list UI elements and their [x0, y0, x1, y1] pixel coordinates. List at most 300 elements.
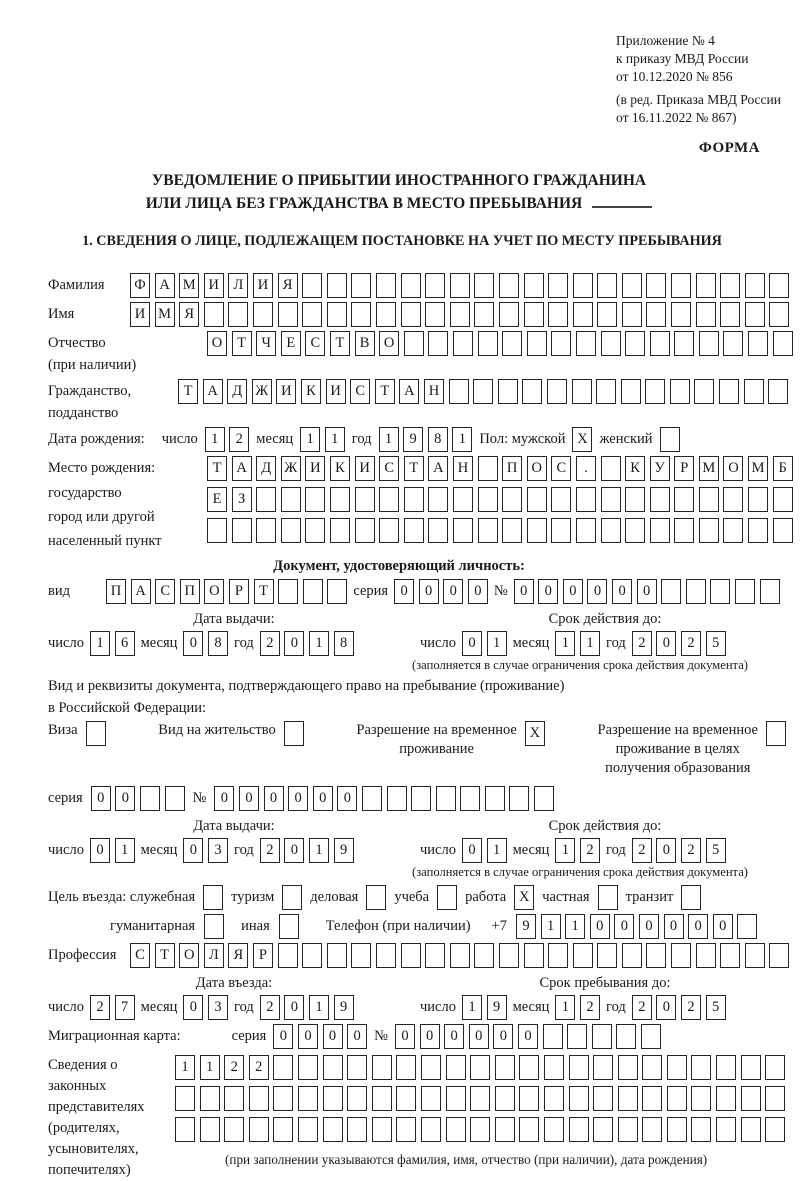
- char-cell[interactable]: Ф: [130, 273, 150, 298]
- char-cell[interactable]: [298, 1055, 318, 1080]
- char-cell[interactable]: [330, 518, 350, 543]
- char-cell[interactable]: [601, 487, 621, 512]
- char-cell[interactable]: 0: [518, 1024, 538, 1049]
- char-cell[interactable]: [302, 943, 322, 968]
- char-cell[interactable]: 1: [175, 1055, 195, 1080]
- char-cell[interactable]: 0: [90, 838, 110, 863]
- char-cell[interactable]: [249, 1117, 269, 1142]
- char-cell[interactable]: [249, 1086, 269, 1111]
- char-cell[interactable]: 1: [452, 427, 472, 452]
- char-cell[interactable]: [748, 331, 768, 356]
- char-cell[interactable]: 1: [487, 838, 507, 863]
- char-cell[interactable]: [366, 885, 386, 910]
- char-cell[interactable]: 2: [260, 631, 280, 656]
- char-cell[interactable]: [437, 885, 457, 910]
- char-cell[interactable]: О: [527, 456, 547, 481]
- char-cell[interactable]: [509, 786, 529, 811]
- char-cell[interactable]: [671, 273, 691, 298]
- char-cell[interactable]: [745, 273, 765, 298]
- char-cell[interactable]: [453, 331, 473, 356]
- char-cell[interactable]: 2: [249, 1055, 269, 1080]
- char-cell[interactable]: [436, 786, 456, 811]
- char-cell[interactable]: [760, 579, 780, 604]
- char-cell[interactable]: [425, 302, 445, 327]
- char-cell[interactable]: [667, 1055, 687, 1080]
- char-cell[interactable]: [421, 1086, 441, 1111]
- char-cell[interactable]: [519, 1117, 539, 1142]
- char-cell[interactable]: [723, 518, 743, 543]
- char-cell[interactable]: [327, 943, 347, 968]
- char-cell[interactable]: А: [203, 379, 223, 404]
- char-cell[interactable]: 0: [395, 1024, 415, 1049]
- char-cell[interactable]: [279, 914, 299, 939]
- char-cell[interactable]: 1: [205, 427, 225, 452]
- char-cell[interactable]: [548, 302, 568, 327]
- char-cell[interactable]: [253, 302, 273, 327]
- char-cell[interactable]: [379, 518, 399, 543]
- char-cell[interactable]: [719, 379, 739, 404]
- char-cell[interactable]: [671, 302, 691, 327]
- char-cell[interactable]: Я: [179, 302, 199, 327]
- char-cell[interactable]: [278, 943, 298, 968]
- char-cell[interactable]: [576, 487, 596, 512]
- char-cell[interactable]: [474, 273, 494, 298]
- char-cell[interactable]: [372, 1055, 392, 1080]
- char-cell[interactable]: 9: [403, 427, 423, 452]
- char-cell[interactable]: [495, 1055, 515, 1080]
- char-cell[interactable]: 2: [681, 631, 701, 656]
- char-cell[interactable]: [428, 518, 448, 543]
- char-cell[interactable]: 0: [313, 786, 333, 811]
- char-cell[interactable]: 0: [587, 579, 607, 604]
- char-cell[interactable]: [625, 518, 645, 543]
- char-cell[interactable]: [667, 1086, 687, 1111]
- char-cell[interactable]: [744, 379, 764, 404]
- char-cell[interactable]: [282, 885, 302, 910]
- char-cell[interactable]: [256, 487, 276, 512]
- char-cell[interactable]: [305, 518, 325, 543]
- char-cell[interactable]: Ж: [281, 456, 301, 481]
- char-cell[interactable]: И: [253, 273, 273, 298]
- char-cell[interactable]: 2: [260, 995, 280, 1020]
- char-cell[interactable]: [773, 518, 793, 543]
- char-cell[interactable]: [499, 302, 519, 327]
- char-cell[interactable]: [200, 1117, 220, 1142]
- char-cell[interactable]: 1: [541, 914, 561, 939]
- char-cell[interactable]: [379, 487, 399, 512]
- char-cell[interactable]: Т: [375, 379, 395, 404]
- char-cell[interactable]: [524, 943, 544, 968]
- char-cell[interactable]: [305, 487, 325, 512]
- char-cell[interactable]: [618, 1086, 638, 1111]
- char-cell[interactable]: 0: [394, 579, 414, 604]
- char-cell[interactable]: [593, 1086, 613, 1111]
- char-cell[interactable]: [347, 1117, 367, 1142]
- char-cell[interactable]: 2: [580, 995, 600, 1020]
- char-cell[interactable]: [401, 302, 421, 327]
- char-cell[interactable]: [773, 487, 793, 512]
- char-cell[interactable]: [745, 943, 765, 968]
- char-cell[interactable]: 0: [493, 1024, 513, 1049]
- char-cell[interactable]: С: [305, 331, 325, 356]
- char-cell[interactable]: [376, 943, 396, 968]
- char-cell[interactable]: М: [155, 302, 175, 327]
- char-cell[interactable]: [478, 331, 498, 356]
- char-cell[interactable]: [710, 579, 730, 604]
- char-cell[interactable]: [495, 1117, 515, 1142]
- char-cell[interactable]: .: [576, 456, 596, 481]
- char-cell[interactable]: [502, 331, 522, 356]
- char-cell[interactable]: П: [106, 579, 126, 604]
- char-cell[interactable]: 2: [224, 1055, 244, 1080]
- char-cell[interactable]: [576, 518, 596, 543]
- char-cell[interactable]: [372, 1086, 392, 1111]
- char-cell[interactable]: И: [204, 273, 224, 298]
- char-cell[interactable]: 1: [487, 631, 507, 656]
- char-cell[interactable]: [428, 331, 448, 356]
- char-cell[interactable]: [524, 273, 544, 298]
- char-cell[interactable]: [355, 518, 375, 543]
- char-cell[interactable]: [421, 1055, 441, 1080]
- char-cell[interactable]: П: [502, 456, 522, 481]
- char-cell[interactable]: [735, 579, 755, 604]
- char-cell[interactable]: [567, 1024, 587, 1049]
- char-cell[interactable]: [207, 518, 227, 543]
- char-cell[interactable]: [446, 1086, 466, 1111]
- char-cell[interactable]: [519, 1086, 539, 1111]
- char-cell[interactable]: 0: [264, 786, 284, 811]
- char-cell[interactable]: Д: [227, 379, 247, 404]
- char-cell[interactable]: Т: [155, 943, 175, 968]
- char-cell[interactable]: 2: [580, 838, 600, 863]
- char-cell[interactable]: [273, 1117, 293, 1142]
- char-cell[interactable]: В: [355, 331, 375, 356]
- char-cell[interactable]: [376, 273, 396, 298]
- char-cell[interactable]: [449, 379, 469, 404]
- char-cell[interactable]: 0: [91, 786, 111, 811]
- char-cell[interactable]: Л: [204, 943, 224, 968]
- char-cell[interactable]: [478, 518, 498, 543]
- char-cell[interactable]: [569, 1055, 589, 1080]
- char-cell[interactable]: [396, 1086, 416, 1111]
- char-cell[interactable]: [204, 914, 224, 939]
- char-cell[interactable]: [691, 1117, 711, 1142]
- char-cell[interactable]: [425, 943, 445, 968]
- char-cell[interactable]: [165, 786, 185, 811]
- char-cell[interactable]: [618, 1117, 638, 1142]
- char-cell[interactable]: [446, 1117, 466, 1142]
- char-cell[interactable]: 0: [183, 631, 203, 656]
- char-cell[interactable]: [748, 518, 768, 543]
- char-cell[interactable]: [592, 1024, 612, 1049]
- char-cell[interactable]: [86, 721, 106, 746]
- char-cell[interactable]: [478, 487, 498, 512]
- char-cell[interactable]: 9: [516, 914, 536, 939]
- char-cell[interactable]: [256, 518, 276, 543]
- char-cell[interactable]: И: [355, 456, 375, 481]
- char-cell[interactable]: 2: [632, 838, 652, 863]
- char-cell[interactable]: [670, 379, 690, 404]
- char-cell[interactable]: [573, 302, 593, 327]
- char-cell[interactable]: [551, 487, 571, 512]
- char-cell[interactable]: [499, 273, 519, 298]
- char-cell[interactable]: [696, 273, 716, 298]
- char-cell[interactable]: [470, 1086, 490, 1111]
- char-cell[interactable]: [302, 273, 322, 298]
- char-cell[interactable]: О: [207, 331, 227, 356]
- char-cell[interactable]: [674, 518, 694, 543]
- char-cell[interactable]: 1: [555, 631, 575, 656]
- char-cell[interactable]: [401, 273, 421, 298]
- char-cell[interactable]: [674, 487, 694, 512]
- char-cell[interactable]: [362, 786, 382, 811]
- char-cell[interactable]: 7: [115, 995, 135, 1020]
- char-cell[interactable]: [593, 1117, 613, 1142]
- char-cell[interactable]: [699, 331, 719, 356]
- char-cell[interactable]: 0: [323, 1024, 343, 1049]
- char-cell[interactable]: К: [330, 456, 350, 481]
- char-cell[interactable]: 0: [612, 579, 632, 604]
- char-cell[interactable]: [450, 273, 470, 298]
- char-cell[interactable]: 1: [565, 914, 585, 939]
- char-cell[interactable]: 1: [555, 838, 575, 863]
- char-cell[interactable]: [281, 518, 301, 543]
- char-cell[interactable]: 2: [632, 995, 652, 1020]
- char-cell[interactable]: [642, 1055, 662, 1080]
- char-cell[interactable]: 0: [273, 1024, 293, 1049]
- char-cell[interactable]: 0: [183, 995, 203, 1020]
- char-cell[interactable]: А: [155, 273, 175, 298]
- char-cell[interactable]: А: [428, 456, 448, 481]
- char-cell[interactable]: [351, 273, 371, 298]
- char-cell[interactable]: И: [130, 302, 150, 327]
- char-cell[interactable]: 1: [309, 631, 329, 656]
- char-cell[interactable]: [768, 379, 788, 404]
- char-cell[interactable]: Е: [207, 487, 227, 512]
- char-cell[interactable]: [681, 885, 701, 910]
- char-cell[interactable]: Р: [674, 456, 694, 481]
- char-cell[interactable]: [396, 1055, 416, 1080]
- char-cell[interactable]: [470, 1055, 490, 1080]
- char-cell[interactable]: 0: [469, 1024, 489, 1049]
- char-cell[interactable]: [278, 302, 298, 327]
- char-cell[interactable]: 0: [347, 1024, 367, 1049]
- char-cell[interactable]: [716, 1117, 736, 1142]
- char-cell[interactable]: У: [650, 456, 670, 481]
- char-cell[interactable]: [765, 1086, 785, 1111]
- char-cell[interactable]: [741, 1055, 761, 1080]
- char-cell[interactable]: [650, 518, 670, 543]
- char-cell[interactable]: Т: [207, 456, 227, 481]
- char-cell[interactable]: 1: [462, 995, 482, 1020]
- char-cell[interactable]: 0: [713, 914, 733, 939]
- char-cell[interactable]: 8: [208, 631, 228, 656]
- char-cell[interactable]: [618, 1055, 638, 1080]
- char-cell[interactable]: [745, 302, 765, 327]
- char-cell[interactable]: [667, 1117, 687, 1142]
- char-cell[interactable]: [748, 487, 768, 512]
- char-cell[interactable]: 5: [706, 838, 726, 863]
- char-cell[interactable]: [622, 302, 642, 327]
- char-cell[interactable]: [686, 579, 706, 604]
- char-cell[interactable]: О: [179, 943, 199, 968]
- char-cell[interactable]: [616, 1024, 636, 1049]
- char-cell[interactable]: 8: [334, 631, 354, 656]
- char-cell[interactable]: [593, 1055, 613, 1080]
- char-cell[interactable]: [425, 273, 445, 298]
- char-cell[interactable]: 5: [706, 631, 726, 656]
- char-cell[interactable]: 0: [462, 838, 482, 863]
- char-cell[interactable]: [474, 943, 494, 968]
- char-cell[interactable]: [281, 487, 301, 512]
- char-cell[interactable]: [741, 1117, 761, 1142]
- char-cell[interactable]: 0: [337, 786, 357, 811]
- char-cell[interactable]: 8: [428, 427, 448, 452]
- char-cell[interactable]: 0: [656, 838, 676, 863]
- char-cell[interactable]: [175, 1117, 195, 1142]
- char-cell[interactable]: 0: [614, 914, 634, 939]
- char-cell[interactable]: [544, 1055, 564, 1080]
- char-cell[interactable]: [411, 786, 431, 811]
- char-cell[interactable]: 0: [419, 579, 439, 604]
- char-cell[interactable]: 0: [443, 579, 463, 604]
- char-cell[interactable]: [573, 273, 593, 298]
- char-cell[interactable]: [572, 379, 592, 404]
- char-cell[interactable]: [478, 456, 498, 481]
- char-cell[interactable]: [396, 1117, 416, 1142]
- char-cell[interactable]: [421, 1117, 441, 1142]
- char-cell[interactable]: [720, 273, 740, 298]
- char-cell[interactable]: [769, 302, 789, 327]
- char-cell[interactable]: [303, 579, 323, 604]
- char-cell[interactable]: 1: [309, 995, 329, 1020]
- char-cell[interactable]: [576, 331, 596, 356]
- char-cell[interactable]: 2: [681, 995, 701, 1020]
- char-cell[interactable]: [716, 1055, 736, 1080]
- char-cell[interactable]: С: [551, 456, 571, 481]
- char-cell[interactable]: [597, 302, 617, 327]
- char-cell[interactable]: 2: [260, 838, 280, 863]
- char-cell[interactable]: [298, 1086, 318, 1111]
- char-cell[interactable]: [453, 487, 473, 512]
- char-cell[interactable]: [661, 579, 681, 604]
- char-cell[interactable]: [769, 273, 789, 298]
- char-cell[interactable]: [232, 518, 252, 543]
- char-cell[interactable]: Я: [228, 943, 248, 968]
- char-cell[interactable]: [625, 331, 645, 356]
- char-cell[interactable]: 9: [334, 995, 354, 1020]
- char-cell[interactable]: 0: [420, 1024, 440, 1049]
- char-cell[interactable]: [404, 487, 424, 512]
- char-cell[interactable]: [660, 427, 680, 452]
- char-cell[interactable]: [544, 1086, 564, 1111]
- char-cell[interactable]: [200, 1086, 220, 1111]
- char-cell[interactable]: [460, 786, 480, 811]
- char-cell[interactable]: [765, 1117, 785, 1142]
- char-cell[interactable]: З: [232, 487, 252, 512]
- char-cell[interactable]: 9: [487, 995, 507, 1020]
- char-cell[interactable]: [674, 331, 694, 356]
- char-cell[interactable]: X: [525, 721, 545, 746]
- char-cell[interactable]: 1: [580, 631, 600, 656]
- char-cell[interactable]: [474, 302, 494, 327]
- char-cell[interactable]: [498, 379, 518, 404]
- char-cell[interactable]: [646, 273, 666, 298]
- char-cell[interactable]: [696, 943, 716, 968]
- char-cell[interactable]: [499, 943, 519, 968]
- char-cell[interactable]: 0: [514, 579, 534, 604]
- char-cell[interactable]: [140, 786, 160, 811]
- char-cell[interactable]: [646, 302, 666, 327]
- char-cell[interactable]: [551, 518, 571, 543]
- char-cell[interactable]: [527, 518, 547, 543]
- char-cell[interactable]: 1: [115, 838, 135, 863]
- char-cell[interactable]: М: [699, 456, 719, 481]
- char-cell[interactable]: [723, 331, 743, 356]
- char-cell[interactable]: [548, 273, 568, 298]
- char-cell[interactable]: 0: [444, 1024, 464, 1049]
- char-cell[interactable]: [224, 1086, 244, 1111]
- char-cell[interactable]: 0: [288, 786, 308, 811]
- char-cell[interactable]: 0: [688, 914, 708, 939]
- char-cell[interactable]: 2: [229, 427, 249, 452]
- char-cell[interactable]: Я: [278, 273, 298, 298]
- char-cell[interactable]: Т: [330, 331, 350, 356]
- char-cell[interactable]: [428, 487, 448, 512]
- char-cell[interactable]: [323, 1055, 343, 1080]
- char-cell[interactable]: И: [326, 379, 346, 404]
- char-cell[interactable]: [642, 1117, 662, 1142]
- char-cell[interactable]: [621, 379, 641, 404]
- char-cell[interactable]: [645, 379, 665, 404]
- char-cell[interactable]: 1: [555, 995, 575, 1020]
- char-cell[interactable]: [622, 273, 642, 298]
- char-cell[interactable]: [694, 379, 714, 404]
- char-cell[interactable]: О: [379, 331, 399, 356]
- char-cell[interactable]: [401, 943, 421, 968]
- char-cell[interactable]: Ч: [256, 331, 276, 356]
- char-cell[interactable]: [372, 1117, 392, 1142]
- char-cell[interactable]: Т: [404, 456, 424, 481]
- char-cell[interactable]: [650, 487, 670, 512]
- char-cell[interactable]: [203, 885, 223, 910]
- char-cell[interactable]: [330, 487, 350, 512]
- char-cell[interactable]: Р: [253, 943, 273, 968]
- char-cell[interactable]: 0: [664, 914, 684, 939]
- char-cell[interactable]: [387, 786, 407, 811]
- char-cell[interactable]: [485, 786, 505, 811]
- char-cell[interactable]: [601, 518, 621, 543]
- char-cell[interactable]: [671, 943, 691, 968]
- char-cell[interactable]: [766, 721, 786, 746]
- char-cell[interactable]: [699, 487, 719, 512]
- char-cell[interactable]: П: [180, 579, 200, 604]
- char-cell[interactable]: [450, 302, 470, 327]
- char-cell[interactable]: Т: [254, 579, 274, 604]
- char-cell[interactable]: [355, 487, 375, 512]
- char-cell[interactable]: А: [399, 379, 419, 404]
- char-cell[interactable]: С: [350, 379, 370, 404]
- char-cell[interactable]: 0: [214, 786, 234, 811]
- char-cell[interactable]: [450, 943, 470, 968]
- char-cell[interactable]: Н: [453, 456, 473, 481]
- char-cell[interactable]: [548, 943, 568, 968]
- char-cell[interactable]: X: [514, 885, 534, 910]
- char-cell[interactable]: [228, 302, 248, 327]
- char-cell[interactable]: С: [155, 579, 175, 604]
- char-cell[interactable]: Н: [424, 379, 444, 404]
- char-cell[interactable]: [720, 943, 740, 968]
